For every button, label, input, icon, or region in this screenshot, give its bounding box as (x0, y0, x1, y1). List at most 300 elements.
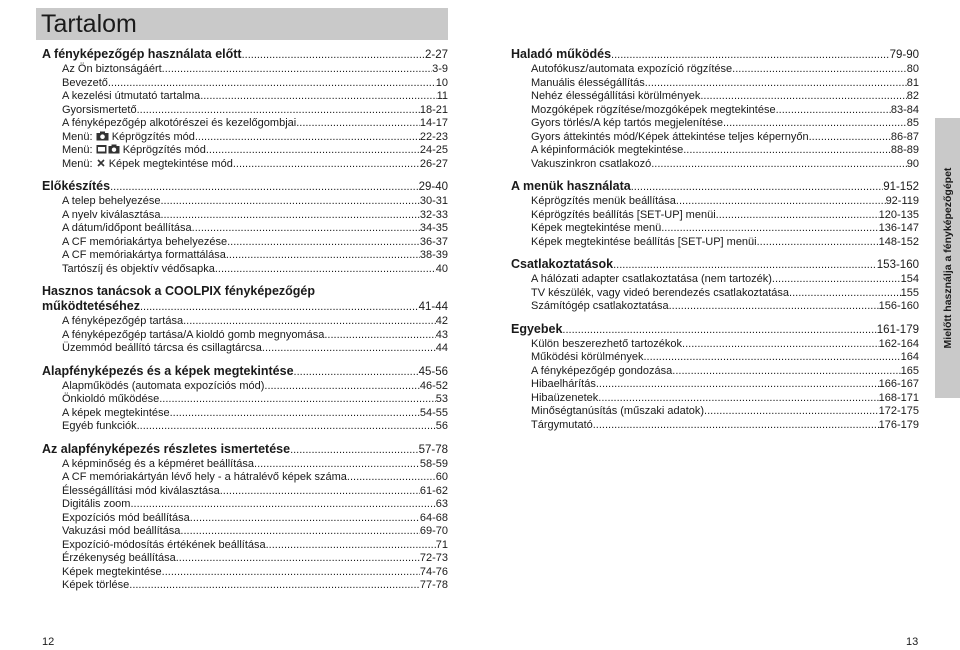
page-reference: 30-31 (419, 195, 448, 207)
page-reference: 120-135 (878, 208, 919, 221)
entry-text: Képrögzítés menük beállítása (531, 195, 676, 207)
entry-title (531, 77, 645, 91)
toc-entry-elessegallitasi-mod-kivalasztasa[interactable] (42, 485, 448, 499)
page-reference: 168-171 (878, 391, 919, 404)
toc-entry-a-kepinformaciok-megtekintese[interactable] (511, 144, 919, 158)
toc-entry-erzekenyseg-beallitasa[interactable] (42, 552, 448, 566)
side-tab-label: Mielőtt használja a fényképezőgépet (941, 167, 954, 349)
page-reference: 83-84 (890, 103, 919, 116)
entry-title (531, 273, 772, 287)
toc-section-a-fenykepezogep-hasznalata-elott[interactable] (42, 47, 448, 63)
page-reference: 24-25 (419, 144, 448, 156)
page-reference: 42 (435, 315, 448, 327)
toc-entry-kepek-megtekintese-mod[interactable] (42, 158, 448, 172)
toc-entry-keprogzites-menuk-beallitasa[interactable] (511, 195, 919, 209)
dot-leader (716, 209, 879, 223)
page-reference: 154 (900, 273, 919, 285)
entry-title (531, 117, 723, 131)
entry-title (62, 195, 160, 209)
page-reference: 90 (906, 157, 919, 170)
entry-title (511, 179, 631, 194)
entry-title (62, 512, 190, 526)
page-reference: 72-73 (419, 552, 448, 564)
entry-title (511, 322, 562, 337)
entry-title (531, 287, 789, 301)
entry-title (62, 342, 262, 356)
entry-title (62, 315, 183, 329)
page-reference: 88-89 (890, 144, 919, 156)
page-reference: 38-39 (419, 249, 448, 261)
entry-title (62, 329, 324, 343)
toc-entry-hibauzenetek[interactable] (511, 392, 919, 406)
entry-title (62, 144, 206, 158)
dot-leader (596, 378, 879, 392)
entry-title (531, 144, 683, 158)
entry-title (62, 471, 347, 485)
toc-section-alapfenykepezes-es-a-kepek-megtekintese[interactable] (42, 364, 448, 380)
toc-entry-gyors-attekintes-mod-kepek-attekintese-t[interactable] (511, 131, 919, 145)
page-reference: 176-179 (878, 418, 919, 431)
toc-entry-a-fenykepezogep-tartasa[interactable] (42, 315, 448, 329)
toc-entry-a-cf-memoriakartyan-levo-hely-a-hatralev[interactable] (42, 471, 448, 485)
entry-title (62, 407, 170, 421)
toc-section-heading: Hasznos tanácsok a COOLPIX fényképezőgép (42, 284, 315, 298)
page-reference: 10 (435, 76, 448, 89)
dot-leader (593, 419, 879, 433)
entry-text: Expozíció-módosítás értékének beállítása (62, 538, 266, 551)
dot-leader (644, 351, 901, 365)
entry-text: A telep behelyezése (62, 195, 161, 207)
menu-prefix: Menü: (62, 157, 96, 170)
page-reference: 91-152 (883, 181, 919, 193)
entry-text: Üzemmód beállító tárcsa és csillagtárcsa (62, 342, 262, 354)
page-reference: 161-179 (876, 323, 919, 336)
entry-title (531, 405, 704, 419)
dot-leader (162, 63, 432, 77)
dot-leader (242, 48, 425, 63)
toc-entry-a-cf-memoriakartya-behelyezese[interactable] (42, 236, 448, 250)
entry-title (62, 552, 176, 566)
dot-leader (192, 222, 420, 236)
entry-title (531, 131, 809, 145)
dot-leader (233, 158, 420, 172)
entry-title (531, 222, 661, 236)
entry-title (62, 380, 264, 394)
entry-title (531, 90, 700, 104)
dot-leader (296, 117, 420, 131)
entry-title (531, 338, 682, 352)
dot-leader (215, 263, 436, 277)
toc-entry-targymutato[interactable] (511, 419, 919, 433)
entry-title (511, 47, 611, 62)
entry-title (62, 77, 108, 91)
dot-leader (294, 365, 419, 380)
camera-icon (96, 131, 109, 141)
toc-section-csatlakoztatasok[interactable] (511, 257, 919, 273)
page-reference: 136-147 (878, 222, 919, 234)
toc-entry-a-datum-idopont-beallitasa[interactable] (42, 222, 448, 236)
toc-section-halado-mukodes[interactable] (511, 47, 919, 63)
entry-title (62, 90, 200, 104)
dot-leader (200, 90, 436, 104)
entry-text: A hálózati adapter csatlakoztatása (nem tartozék) (531, 273, 772, 285)
toc-section-az-alapfenykepezes-reszletes-ismertetese[interactable] (42, 442, 448, 458)
dot-leader (789, 287, 901, 301)
entry-text: Képrögzítés beállítás [SET-UP] menüi (531, 208, 716, 221)
entry-text: Az Ön biztonságáért (62, 63, 162, 75)
page-reference: 26-27 (419, 157, 448, 170)
page-reference: 81 (906, 76, 919, 89)
page-number-right: 13 (906, 636, 919, 648)
page-title: Tartalom (41, 10, 137, 38)
toc-entry-autofokusz-automata-expozicio-rogzitese[interactable] (511, 63, 919, 77)
dot-leader (183, 315, 436, 329)
page-reference: 36-37 (419, 235, 448, 248)
toc-entry-gyors-torles-a-kep-tartos-megjelenitese[interactable] (511, 117, 919, 131)
entry-text: A fényképezőgép alkotórészei és kezelőgombjai (62, 117, 297, 129)
entry-text: Minőségtanúsítás (műszaki adatok) (531, 405, 705, 417)
dot-leader (598, 392, 878, 406)
dot-leader (683, 144, 891, 158)
dot-leader (159, 393, 436, 407)
toc-section-a-menuk-hasznalata[interactable] (511, 179, 919, 195)
toc-entry-digitalis-zoom[interactable] (42, 498, 448, 512)
dot-leader (700, 90, 906, 104)
page-reference: 164 (900, 351, 919, 363)
entry-title (62, 539, 266, 553)
entry-title (42, 47, 242, 62)
entry-title (62, 117, 296, 131)
entry-text: Bevezető (62, 76, 108, 89)
entry-text: Élességállítási mód kiválasztása (62, 484, 220, 497)
dot-leader (676, 195, 886, 209)
entry-title (531, 365, 672, 379)
toc-entry-kepek-torlese[interactable] (42, 579, 448, 593)
page-reference: 63 (435, 498, 448, 510)
entry-title (531, 351, 644, 365)
entry-text: Expozíciós mód beállítása (62, 511, 190, 524)
dot-leader (611, 48, 890, 63)
toc-entry-a-fenykepezogep-alkotoreszei-es-kezelogo[interactable] (42, 117, 448, 131)
toc-section-egyebek[interactable] (511, 322, 919, 338)
entry-text: Képrögzítés mód (108, 130, 195, 143)
entry-text: Vakuzási mód beállítása (62, 525, 181, 537)
entry-title (62, 158, 233, 172)
entry-title (531, 392, 598, 406)
dot-leader (704, 405, 879, 419)
toc-entry-a-telep-behelyezese[interactable] (42, 195, 448, 209)
toc-entry-expozicios-mod-beallitasa[interactable] (42, 512, 448, 526)
page-reference: 40 (435, 262, 448, 275)
entry-text: A CF memóriakártya formattálása (62, 249, 226, 261)
toc-entry-keprogzites-beallitas-set-up-menui[interactable] (511, 209, 919, 223)
page-reference: 29-40 (418, 181, 448, 193)
entry-title (62, 566, 162, 580)
page-reference: 165 (900, 364, 919, 377)
entry-title (42, 442, 290, 457)
page-reference: 82 (906, 90, 919, 102)
toc-entry-vakuzasi-mod-beallitasa[interactable] (42, 525, 448, 539)
dot-leader (645, 77, 907, 91)
dot-leader (140, 300, 419, 315)
entry-title (531, 236, 757, 250)
toc-entry-a-fenykepezogep-tartasa-a-kioldo-gomb-me[interactable] (42, 329, 448, 343)
toc-entry-keprogzites-mod[interactable] (42, 131, 448, 145)
dot-leader (757, 236, 879, 250)
entry-text: A képinformációk megtekintése (531, 144, 684, 156)
dot-leader (110, 180, 418, 195)
entry-text: Működési körülmények (531, 351, 644, 363)
dot-leader (190, 512, 420, 526)
toc-entry-a-cf-memoriakartya-formattalasa[interactable] (42, 249, 448, 263)
page-reference: 74-76 (419, 565, 448, 578)
page-reference: 56 (435, 420, 448, 432)
dot-leader (290, 443, 419, 458)
page-reference: 45-56 (418, 365, 448, 378)
entry-text: Tartószíj és objektív védősapka (62, 262, 215, 275)
entry-text: A CF memóriakártya behelyezése (62, 235, 228, 248)
entry-text: Képek megtekintése (62, 565, 162, 578)
page-reference: 156-160 (878, 300, 919, 312)
toc-entry-kepek-megtekintese-beallitas-set-up-menu[interactable] (511, 236, 919, 250)
movie-camera-icon (96, 144, 120, 154)
toc-entry-uzemmod-beallito-tarcsa-es-csillagtarcsa[interactable] (42, 342, 448, 356)
entry-text: Mozgóképek rögzítése/mozgóképek megtekintése (531, 103, 776, 116)
dot-leader (137, 420, 436, 434)
toc-entry-tv-keszulek-vagy-video-berendezes-csatla[interactable] (511, 287, 919, 301)
dot-leader (613, 258, 877, 273)
entry-text: Alapműködés (automata expozíciós mód) (62, 379, 265, 392)
entry-text: Nehéz élességállítási körülmények (531, 90, 701, 102)
dot-leader (809, 131, 891, 145)
toc-entry-kepek-megtekintese[interactable] (42, 566, 448, 580)
page-reference: 57-78 (418, 443, 448, 456)
entry-text: A kezelési útmutató tartalma (62, 90, 201, 102)
title-banner (36, 8, 448, 40)
entry-text: Vakuszinkron csatlakozó (531, 157, 652, 170)
menu-prefix: Menü: (62, 130, 96, 143)
toc-entry-onkioldo-mukodese[interactable] (42, 393, 448, 407)
dot-leader (176, 552, 420, 566)
page-reference: 41-44 (418, 301, 448, 313)
entry-text: Képrögzítés mód (119, 144, 206, 156)
toc-entry-alapmukodes-automata-expozicios-mod[interactable] (42, 380, 448, 394)
dot-leader (108, 77, 436, 91)
page-reference: 71 (435, 538, 448, 551)
entry-title (531, 300, 669, 314)
toc-entry-nehez-elessegallitasi-korulmenyek[interactable] (511, 90, 919, 104)
page-reference: 77-78 (419, 579, 448, 591)
entry-text: Digitális zoom (62, 498, 131, 510)
entry-text: Egyéb funkciók (62, 420, 137, 432)
toc-left-column (42, 47, 448, 593)
entry-title (62, 131, 195, 145)
section-side-tab (935, 118, 960, 398)
entry-title (62, 579, 129, 593)
dot-leader (162, 566, 420, 580)
toc-entry-a-kezelesi-utmutato-tartalma[interactable] (42, 90, 448, 104)
entry-text: Önkioldó működése (62, 393, 160, 405)
entry-text: A dátum/időpont beállítása (62, 222, 192, 234)
entry-text: Képek megtekintése mód (105, 157, 233, 170)
dot-leader (562, 323, 876, 338)
entry-text: Autofókusz/automata expozíció rögzítése (531, 63, 733, 75)
entry-title (62, 498, 130, 512)
page-reference: 44 (435, 342, 448, 354)
dot-leader (672, 365, 900, 379)
toc-entry-keprogzites-mod[interactable] (42, 144, 448, 158)
dot-leader (324, 329, 435, 343)
toc-entry-minosegtanusitas-muszaki-adatok[interactable] (511, 405, 919, 419)
page-reference: 11 (436, 90, 448, 102)
entry-title (531, 158, 651, 172)
dot-leader (631, 180, 883, 195)
dot-leader (220, 485, 420, 499)
entry-text: TV készülék, vagy videó berendezés csatlakoztatása (531, 286, 790, 299)
entry-text: A fényképezőgép használata előtt (42, 47, 242, 61)
dot-leader (723, 117, 907, 131)
entry-text: Egyebek (511, 321, 563, 336)
entry-text: Hibaelhárítás (531, 378, 596, 390)
entry-text: A nyelv kiválasztása (62, 208, 161, 221)
toc-section-elokeszites[interactable] (42, 179, 448, 195)
toc-entry-expozicio-modositas-ertekenek-beallitasa[interactable] (42, 539, 448, 553)
page-reference: 34-35 (419, 222, 448, 234)
page-reference: 58-59 (419, 457, 448, 470)
page-reference: 14-17 (419, 117, 448, 129)
page-reference: 53 (435, 393, 448, 405)
toc-entry-gyorsismerteto[interactable] (42, 104, 448, 118)
toc-entry-szamitogep-csatlakoztatasa[interactable] (511, 300, 919, 314)
dot-leader (682, 338, 879, 352)
toc-entry-mukodesi-korulmenyek[interactable] (511, 351, 919, 365)
page-number-left: 12 (42, 636, 55, 648)
page-reference: 172-175 (878, 405, 919, 417)
entry-text: Képek megtekintése menü (531, 222, 662, 234)
entry-title (62, 222, 192, 236)
entry-text: Az alapfényképezés részletes ismertetése (42, 441, 291, 456)
entry-text: Érzékenység beállítása (62, 552, 176, 564)
dot-leader (776, 104, 891, 118)
entry-title (42, 364, 294, 379)
toc-entry-a-kepek-megtekintese[interactable] (42, 407, 448, 421)
page-reference: 3-9 (432, 63, 448, 75)
page-reference: 43 (435, 328, 448, 341)
entry-text: A fényképezőgép tartása (62, 315, 184, 327)
dot-leader (180, 525, 419, 539)
toc-entry-bevezeto[interactable] (42, 77, 448, 91)
entry-text: Manuális élességállítás (531, 76, 645, 89)
toc-entry-vakuszinkron-csatlakozo[interactable] (511, 158, 919, 172)
toc-entry-hibaelharitas[interactable] (511, 378, 919, 392)
dot-leader (170, 407, 420, 421)
entry-text: A CF memóriakártyán lévő hely - a hátralévő képek száma (62, 471, 347, 483)
dot-leader (732, 63, 907, 77)
entry-title (62, 420, 137, 434)
entry-title (42, 299, 140, 314)
entry-title (531, 419, 593, 433)
toc-section-mukodtetesehez[interactable] (42, 299, 448, 315)
page-reference: 46-52 (419, 379, 448, 392)
entry-text: Képek megtekintése beállítás [SET-UP] menüi (531, 235, 757, 248)
page-reference: 60 (435, 471, 448, 483)
toc-entry-egyeb-funkciok[interactable] (42, 420, 448, 434)
toc-entry-kulon-beszerezheto-tartozekok[interactable] (511, 338, 919, 352)
toc-entry-mozgokepek-rogzitese-mozgokepek-megtekin[interactable] (511, 104, 919, 118)
page-reference: 92-119 (885, 195, 919, 207)
toc-entry-az-on-biztonsagaert[interactable] (42, 63, 448, 77)
dot-leader (347, 471, 436, 485)
toc-entry-a-halozati-adapter-csatlakoztatasa-nem-t[interactable] (511, 273, 919, 287)
page-reference: 86-87 (890, 130, 919, 143)
dot-leader (262, 342, 436, 356)
toc-entry-a-kepminoseg-es-a-kepmeret-beallitasa[interactable] (42, 458, 448, 472)
entry-title (62, 209, 160, 223)
entry-text: A fényképezőgép gondozása (531, 364, 673, 377)
entry-text: Gyors áttekintés mód/Képek áttekintése teljes képernyőn (531, 130, 809, 143)
page-reference: 22-23 (419, 130, 448, 143)
entry-text: Csatlakoztatások (511, 257, 614, 271)
dot-leader (206, 144, 420, 158)
dot-leader (226, 249, 420, 263)
dot-leader (129, 579, 420, 593)
page-reference: 148-152 (878, 235, 919, 248)
entry-text: Képek törlése (62, 579, 130, 591)
entry-title (511, 257, 613, 272)
playback-icon (96, 158, 106, 168)
toc-entry-kepek-megtekintese-menu[interactable] (511, 222, 919, 236)
page-reference: 166-167 (878, 378, 919, 390)
menu-prefix: Menü: (62, 144, 96, 156)
page-reference: 79-90 (889, 49, 919, 61)
entry-title (62, 458, 254, 472)
entry-text: Külön beszerezhető tartozékok (531, 337, 683, 350)
toc-right-column (511, 47, 919, 432)
entry-text: Haladó működés (511, 47, 612, 61)
entry-title (62, 104, 137, 118)
page-reference: 18-21 (419, 103, 448, 116)
entry-title (62, 263, 215, 277)
page-reference: 61-62 (419, 484, 448, 497)
page-reference: 54-55 (419, 406, 448, 419)
page-reference: 80 (906, 63, 919, 75)
dot-leader (137, 104, 420, 118)
page-reference: 69-70 (419, 525, 448, 537)
dot-leader (254, 458, 420, 472)
dot-leader (195, 131, 420, 145)
page-reference: 162-164 (878, 337, 919, 350)
entry-title (62, 485, 220, 499)
dot-leader (227, 236, 420, 250)
entry-text: működtetéséhez (42, 299, 140, 313)
entry-text: A fényképezőgép tartása/A kioldó gomb megnyomása (62, 328, 325, 341)
entry-title (531, 209, 716, 223)
page-reference: 85 (906, 117, 919, 129)
entry-text: Tárgymutató (531, 418, 593, 431)
toc-entry-a-nyelv-kivalasztasa[interactable] (42, 209, 448, 223)
page-reference: 32-33 (419, 208, 448, 221)
page-reference: 64-68 (419, 511, 448, 524)
entry-text: A menük használata (511, 179, 631, 193)
dot-leader (651, 158, 907, 172)
dot-leader (264, 380, 419, 394)
toc-entry-manualis-elessegallitas[interactable] (511, 77, 919, 91)
entry-title (531, 378, 596, 392)
dot-leader (130, 498, 435, 512)
entry-title (531, 195, 676, 209)
toc-entry-tartoszij-es-objektiv-vedosapka[interactable] (42, 263, 448, 277)
toc-entry-a-fenykepezogep-gondozasa[interactable] (511, 365, 919, 379)
